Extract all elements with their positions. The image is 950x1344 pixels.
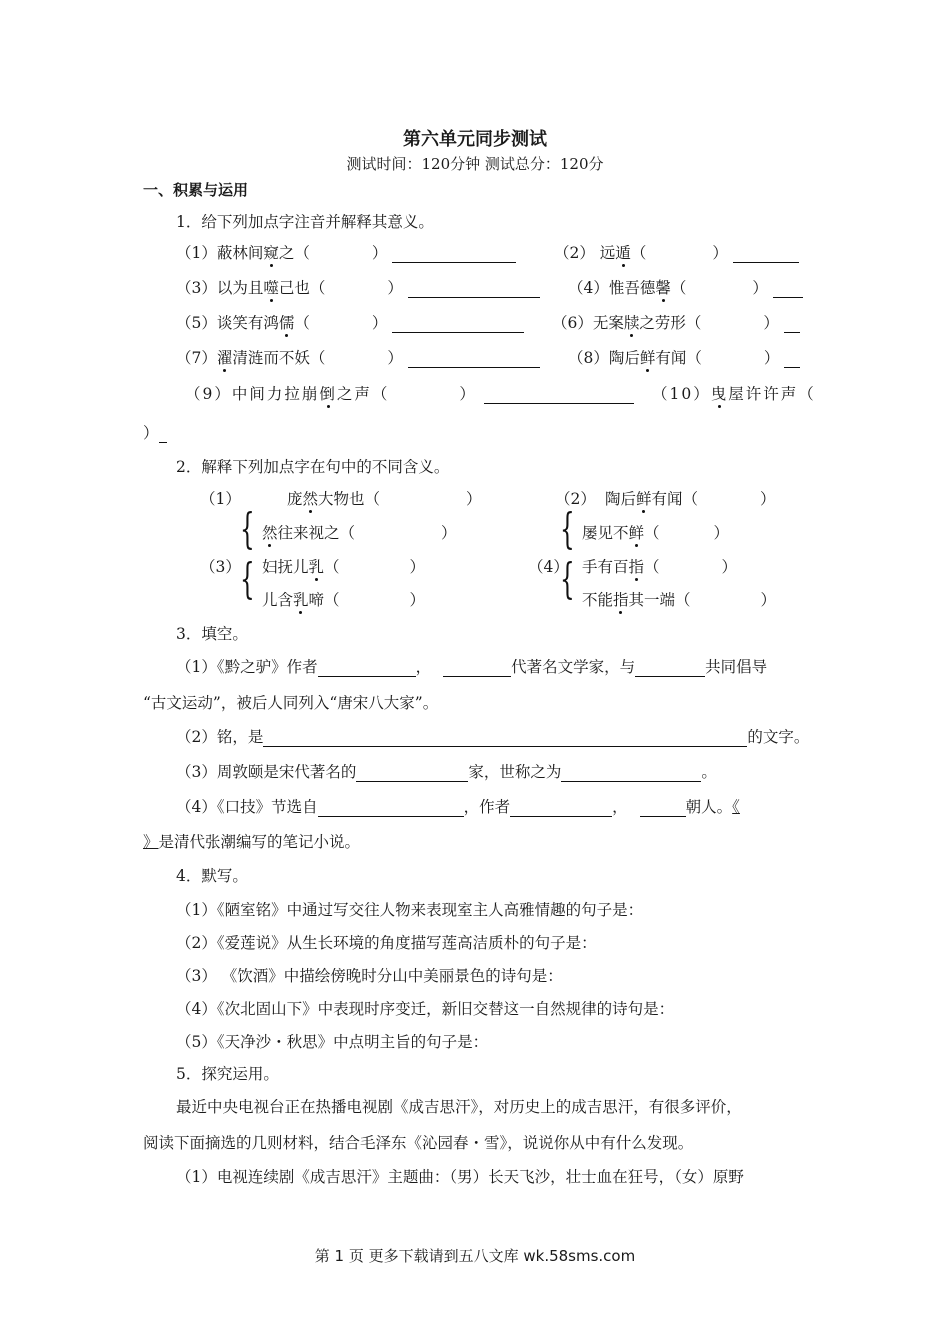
q2-group-4-label: （4） xyxy=(528,558,569,576)
q1-item-8: （8）陶后鲜有闻（ ） xyxy=(568,348,800,368)
brace-icon: { xyxy=(240,504,255,553)
question-4-prompt: 4．默写。 xyxy=(176,867,248,885)
question-3-prompt: 3．填空。 xyxy=(176,625,248,643)
answer-blank[interactable] xyxy=(510,800,612,817)
q5-paragraph: 阅读下面摘选的几则材料，结合毛泽东《沁园春・雪》，说说你从中有什么发现。 xyxy=(143,1134,694,1152)
emphasis-dot-char: 噬 xyxy=(263,279,279,297)
answer-blank[interactable] xyxy=(408,351,540,368)
emphasis-dot-char: 遁 xyxy=(615,244,631,262)
answer-blank[interactable] xyxy=(773,281,803,298)
q5-paragraph: （1）电视连续剧《成吉思汗》主题曲：（男）长天飞沙，壮士血在狂号，（女）原野 xyxy=(176,1168,744,1186)
emphasis-dot-char: 指 xyxy=(628,558,645,576)
q3-line-4-wrap: 》是清代张潮编写的笔记小说。 xyxy=(143,833,361,851)
q2-group-1-label: （1） xyxy=(200,490,241,508)
emphasis-dot-char: 然 xyxy=(262,524,278,542)
q3-line-2: （2）铭，是 的文字。 xyxy=(176,728,810,746)
q2-group-4-a: 手有百指（ ） xyxy=(582,558,738,576)
q1-item-9: （9）中间力拉崩倒之声（ ） xyxy=(185,384,634,404)
emphasis-dot-char: 鲜 xyxy=(636,490,652,508)
answer-blank[interactable] xyxy=(443,660,511,677)
question-2-prompt: 2．解释下列加点字在句中的不同含义。 xyxy=(176,458,450,476)
answer-blank[interactable] xyxy=(263,730,747,747)
answer-blank[interactable] xyxy=(484,387,634,404)
emphasis-dot-char: 指 xyxy=(613,591,629,609)
answer-blank[interactable] xyxy=(392,246,516,263)
answer-blank[interactable] xyxy=(159,426,167,443)
q4-item: （5）《天净沙・秋思》中点明主旨的句子是： xyxy=(176,1033,489,1051)
question-1-prompt: 1．给下列加点字注音并解释其意义。 xyxy=(176,213,434,231)
q1-item-10-wrap: ） xyxy=(143,423,167,443)
emphasis-dot-char: 然 xyxy=(302,490,319,508)
q2-group-2-b: 屡见不鲜（ ） xyxy=(582,524,730,542)
answer-blank[interactable] xyxy=(640,800,686,817)
q2-group-3-label: （3） xyxy=(200,558,241,576)
q2-group-3-b: 儿含乳啼（ ） xyxy=(262,591,426,609)
brace-icon: { xyxy=(240,554,255,603)
section-heading: 一、积累与运用 xyxy=(143,181,249,199)
q1-item-10: （10）曳屋许许声（ xyxy=(652,385,816,403)
emphasis-dot-char: 窥 xyxy=(263,244,279,262)
q1-item-7: （7）濯清涟而不妖（ ） xyxy=(176,348,540,368)
q2-group-2-label: （2） xyxy=(555,490,596,508)
q3-line-1-wrap: “古文运动”，被后人同列入“唐宋八大家”。 xyxy=(143,694,439,712)
q4-item: （4）《次北固山下》中表现时序变迁，新旧交替这一自然规律的诗句是： xyxy=(176,1000,675,1018)
emphasis-dot-char: 乳 xyxy=(308,558,325,576)
answer-blank[interactable] xyxy=(635,660,705,677)
q2-group-1-a: 庞然大物也（ ） xyxy=(287,490,482,508)
q2-group-1-b: 然往来视之（ ） xyxy=(262,524,457,542)
page-title: 第六单元同步测试 xyxy=(403,129,547,150)
emphasis-dot-char: 曳 xyxy=(710,385,729,403)
answer-blank[interactable] xyxy=(356,765,468,782)
answer-blank[interactable] xyxy=(318,800,464,817)
q2-group-2-a: 陶后鲜有闻（ ） xyxy=(605,490,776,508)
emphasis-dot-char: 鲜 xyxy=(628,524,645,542)
q3-line-4: （4）《口技》节选自 ，作者 ， 朝人。《 xyxy=(176,798,740,816)
emphasis-dot-char: 馨 xyxy=(655,279,671,297)
q4-item: （1）《陋室铭》中通过写交往人物来表现室主人高雅情趣的句子是： xyxy=(176,901,644,919)
answer-blank[interactable] xyxy=(318,660,416,677)
brace-icon: { xyxy=(560,504,575,553)
emphasis-dot-char: 牍 xyxy=(623,314,640,332)
question-5-prompt: 5．探究运用。 xyxy=(176,1065,279,1083)
emphasis-dot-char: 乳 xyxy=(293,591,309,609)
q1-item-1: （1）蔽林间窥之（ ） xyxy=(176,243,516,263)
q3-line-1: （1）《黔之驴》作者 ， 代著名文学家，与 共同倡导 xyxy=(176,658,768,676)
answer-blank[interactable] xyxy=(784,316,800,333)
emphasis-dot-char: 倒 xyxy=(319,385,337,403)
q1-item-3: （3）以为且噬己也（ ） xyxy=(176,278,540,298)
answer-blank[interactable] xyxy=(561,765,701,782)
emphasis-dot-char: 鲜 xyxy=(639,349,656,367)
q1-item-2: （2） 远遁（ ） xyxy=(554,243,799,263)
q4-item: （2）《爱莲说》从生长环境的角度描写莲高洁质朴的句子是： xyxy=(176,934,597,952)
page-subtitle: 测试时间：120分钟 测试总分：120分 xyxy=(346,155,604,173)
q2-group-3-a: 妇抚儿乳（ ） xyxy=(262,558,426,576)
q3-line-3: （3）周敦颐是宋代著名的 家，世称之为 。 xyxy=(176,763,717,781)
q5-paragraph: 最近中央电视台正在热播电视剧《成吉思汗》，对历史上的成吉思汗，有很多评价， xyxy=(176,1098,742,1116)
emphasis-dot-char: 儒 xyxy=(278,314,295,332)
page-footer: 第 1 页 更多下载请到五八文库 wk.58sms.com xyxy=(314,1247,636,1265)
q1-item-5: （5）谈笑有鸿儒（ ） xyxy=(176,313,524,333)
answer-blank[interactable] xyxy=(408,281,540,298)
q4-item: （3） 《饮酒》中描绘傍晚时分山中美丽景色的诗句是： xyxy=(176,967,563,985)
brace-icon: { xyxy=(560,554,575,603)
q2-group-4-b: 不能指其一端（ ） xyxy=(582,591,777,609)
answer-blank[interactable] xyxy=(733,246,799,263)
answer-blank[interactable] xyxy=(392,316,524,333)
q1-item-6: （6）无案牍之劳形（ ） xyxy=(552,313,800,333)
answer-blank[interactable] xyxy=(784,351,800,368)
emphasis-dot-char: 濯 xyxy=(216,349,233,367)
q1-item-4: （4）惟吾德馨（ ） xyxy=(568,278,803,298)
